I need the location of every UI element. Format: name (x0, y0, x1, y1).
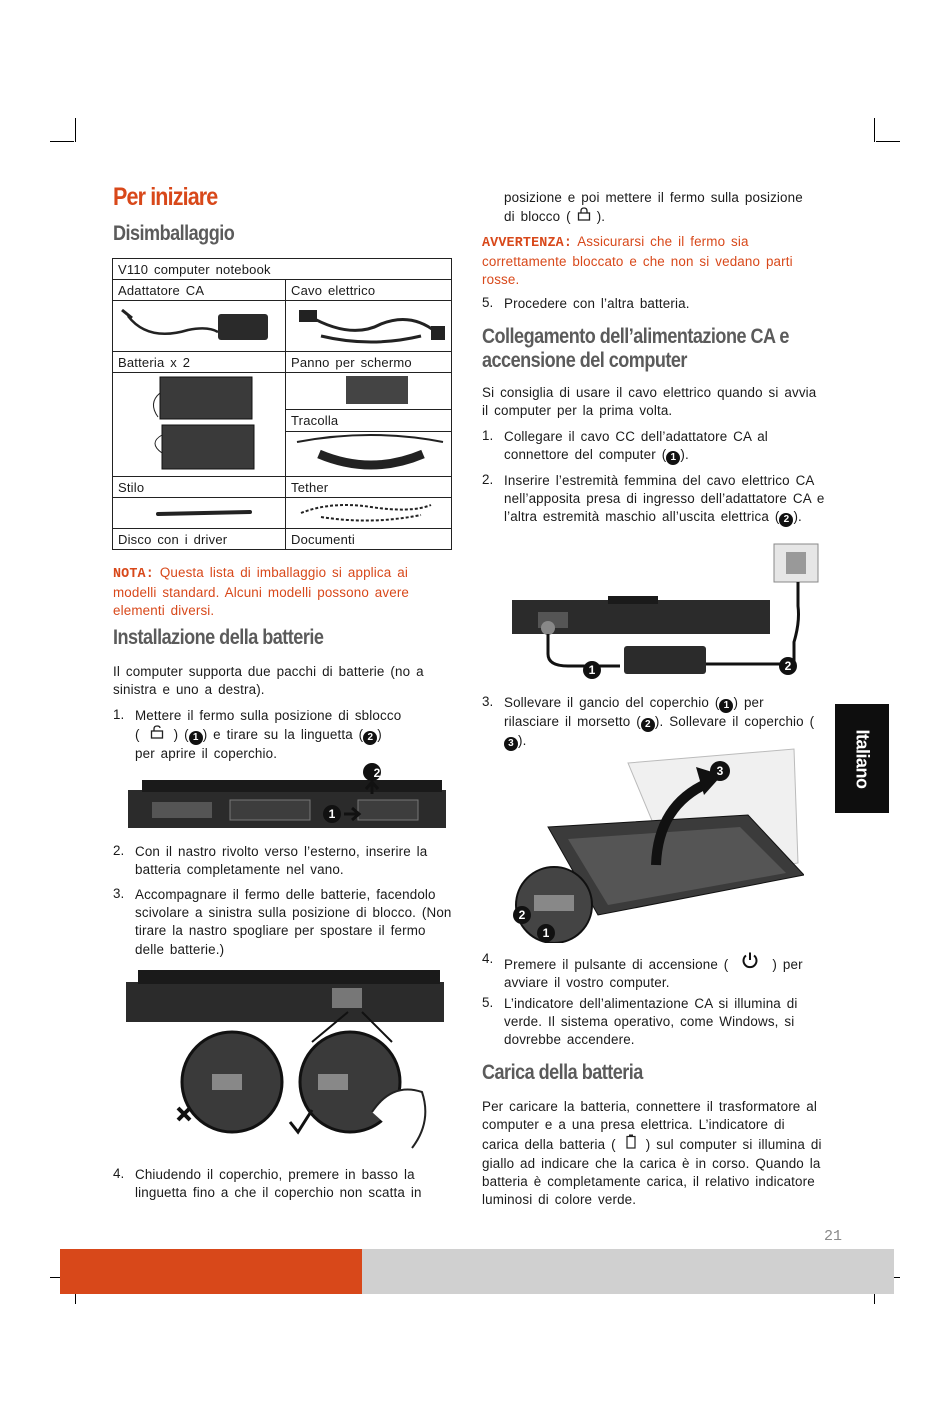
callout-badge: 2 (363, 731, 377, 745)
callout-2: 2 (784, 659, 792, 673)
step-number: 5. (482, 995, 494, 1010)
battery-pack-image (118, 373, 278, 473)
table-cell: Tether (286, 477, 452, 498)
section-heading-unpack: Disimballaggio (113, 222, 235, 245)
laptop-battery-unlock-image (122, 762, 452, 834)
cleaning-cloth-image (291, 374, 451, 406)
ac-step-4 (504, 951, 826, 992)
callout-2: 2 (518, 908, 526, 922)
charging-text (482, 1098, 827, 1209)
battery-step-5: Procedere con l’altra batteria. (504, 296, 690, 311)
battery-intro: Il computer supporta due pacchi di batterie (no a sinistra e uno a destra). (113, 664, 424, 698)
image-cell (113, 301, 286, 352)
ac-step-1 (504, 428, 826, 465)
callout-1: 1 (328, 807, 336, 821)
lock-icon (571, 207, 597, 226)
step-text: ). (596, 209, 606, 225)
battery-step-4-continued (504, 189, 827, 226)
battery-step-2: Con il nastro rivolto verso l’esterno, inserire la batteria completamente nel vano. (135, 844, 428, 878)
step-text: ) ( (173, 727, 189, 743)
image-cell (286, 498, 452, 529)
step-text: ). (680, 447, 689, 463)
callout-badge: 2 (779, 513, 793, 527)
note-label: NOTA: (113, 567, 154, 582)
step-text: Premere il pulsante di accensione ( (504, 957, 729, 972)
table-cell: Batteria x 2 (113, 352, 286, 373)
note-text: Questa lista di imballaggio si applica ai modelli standard. Alcuni modelli possono avere elementi diversi. (113, 565, 410, 619)
table-cell: Documenti (286, 529, 452, 550)
step-text: Mettere il fermo sulla posizione di sblocco (135, 708, 402, 723)
step-text: Collegare il cavo CC dell’adattatore CA al (504, 429, 768, 444)
table-cell: Adattatore CA (113, 280, 286, 301)
step-number: 5. (482, 295, 494, 310)
step-number: 2. (482, 472, 494, 487)
ac-adapter-image (118, 302, 278, 348)
section-heading-ac-power: Collegamento dell’alimentazione CA e accensione del computer (482, 325, 789, 372)
section-heading-charging: Carica della batteria (482, 1061, 643, 1084)
power-icon (728, 951, 772, 974)
callout-badge: 1 (719, 699, 733, 713)
step-number: 4. (482, 951, 494, 966)
paragraph-text: Per caricare la batteria, connettere il trasformatore al computer e a una presa elettrica. L’indicatore di carica della batteria ( (482, 1099, 817, 1153)
footer-accent-bar (60, 1249, 362, 1294)
callout-badge: 3 (504, 737, 518, 751)
table-cell: Tracolla (286, 410, 452, 432)
page-number: 21 (824, 1228, 843, 1245)
battery-icon (616, 1134, 646, 1154)
note-packing (113, 564, 457, 621)
step-text: ). (518, 733, 527, 748)
step-text: Sollevare il gancio del coperchio ( (504, 695, 720, 710)
callout-badge: 1 (189, 731, 203, 745)
callout-1: 1 (588, 663, 596, 677)
crop-mark (876, 141, 900, 142)
image-cell (286, 301, 452, 352)
section-heading-battery: Installazione della batterie (113, 626, 324, 649)
callout-2: 2 (373, 766, 381, 780)
ac-step-5: L’indicatore dell’alimentazione CA si illumina di verde. Il sistema operativo, come Windows, si dovrebbe accendere. (504, 996, 798, 1048)
warning-label: AVVERTENZA: (482, 236, 573, 251)
table-cell: Panno per schermo (286, 352, 452, 373)
tether-image (291, 499, 451, 525)
image-cell (113, 373, 286, 477)
step-text: posizione e poi mettere il fermo sulla posizione (504, 190, 803, 205)
ac-step-2 (504, 472, 826, 527)
warning (482, 233, 827, 290)
open-lid-image (508, 745, 804, 943)
warning-text: Assicurarsi che il fermo sia correttamente bloccato e che non si vedano parti rosse. (482, 234, 793, 288)
table-cell: Cavo elettrico (286, 280, 452, 301)
battery-step-4: Chiudendo il coperchio, premere in basso la linguetta fino a che il coperchio non scatta in (135, 1167, 422, 1201)
table-cell: Stilo (113, 477, 286, 498)
callout-1: 1 (542, 926, 550, 940)
unlock-icon (140, 725, 174, 744)
step-number: 1. (113, 707, 125, 722)
callout-badge: 1 (666, 451, 680, 465)
power-cord-image (291, 302, 451, 348)
step-number: 1. (482, 428, 494, 443)
battery-step-3: Accompagnare il fermo delle batterie, facendolo scivolare a sinistra sulla posizione di blocco. (Non tirare la nastro spogliare per spostare il fermo delle batterie.) (135, 887, 452, 957)
callout-3: 3 (716, 764, 724, 778)
step-text: di blocco ( (504, 209, 571, 225)
language-tab-label: Italiano (852, 728, 873, 789)
footer-gray-bar (362, 1249, 894, 1294)
table-header: V110 computer notebook (113, 259, 452, 280)
callout-badge: 2 (641, 718, 655, 732)
language-tab (835, 704, 889, 813)
image-cell (113, 498, 286, 529)
battery-latch-image (122, 962, 452, 1158)
step-text: ) per rilasciare il morsetto ( (504, 695, 764, 729)
ac-intro: Si consiglia di usare il cavo elettrico quando si avvia il computer per la prima volta. (482, 385, 817, 419)
step-text: ). (793, 509, 802, 525)
image-cell (286, 431, 452, 476)
step-text: connettore del computer ( (504, 447, 667, 463)
crop-mark (50, 141, 74, 142)
shoulder-strap-image (291, 432, 451, 472)
packing-table (112, 258, 452, 550)
crop-mark (75, 118, 76, 142)
step-text: ) (377, 727, 382, 743)
step-text: ). Sollevare il coperchio ( (654, 714, 815, 729)
ac-connection-image (508, 542, 824, 682)
step-text: ) per avviare il vostro computer. (504, 957, 803, 991)
step-number: 4. (113, 1166, 125, 1181)
image-cell (286, 373, 452, 410)
crop-mark (874, 118, 875, 142)
step-text: per aprire il coperchio. (135, 746, 278, 762)
step-text: ) e tirare su la linguetta ( (202, 727, 364, 743)
step-text: Inserire l’estremità femmina del cavo elettrico CA nell’apposita presa di ingresso dell’adattatore CA e l’altra estremità maschio all’uscita elettrica ( (504, 473, 825, 525)
step-number: 3. (482, 694, 494, 709)
table-cell: Disco con i driver (113, 529, 286, 550)
step-number: 2. (113, 843, 125, 858)
paragraph-text: ) sul computer si illumina di giallo ad indicare che la carica è in corso. Quando la batteria è completamente carica, il relativo indicatore luminosi di colore verde. (482, 1137, 822, 1208)
battery-step-1: Mettere il fermo sulla posizione di sblocco ( ) ( 1 ) e tirare su la linguetta ( 2 ) per aprire il coperchio. (135, 708, 402, 762)
ac-step-3 (504, 694, 822, 751)
stylus-image (118, 499, 278, 525)
step-number: 3. (113, 886, 125, 901)
page-title: Per iniziare (113, 183, 218, 211)
